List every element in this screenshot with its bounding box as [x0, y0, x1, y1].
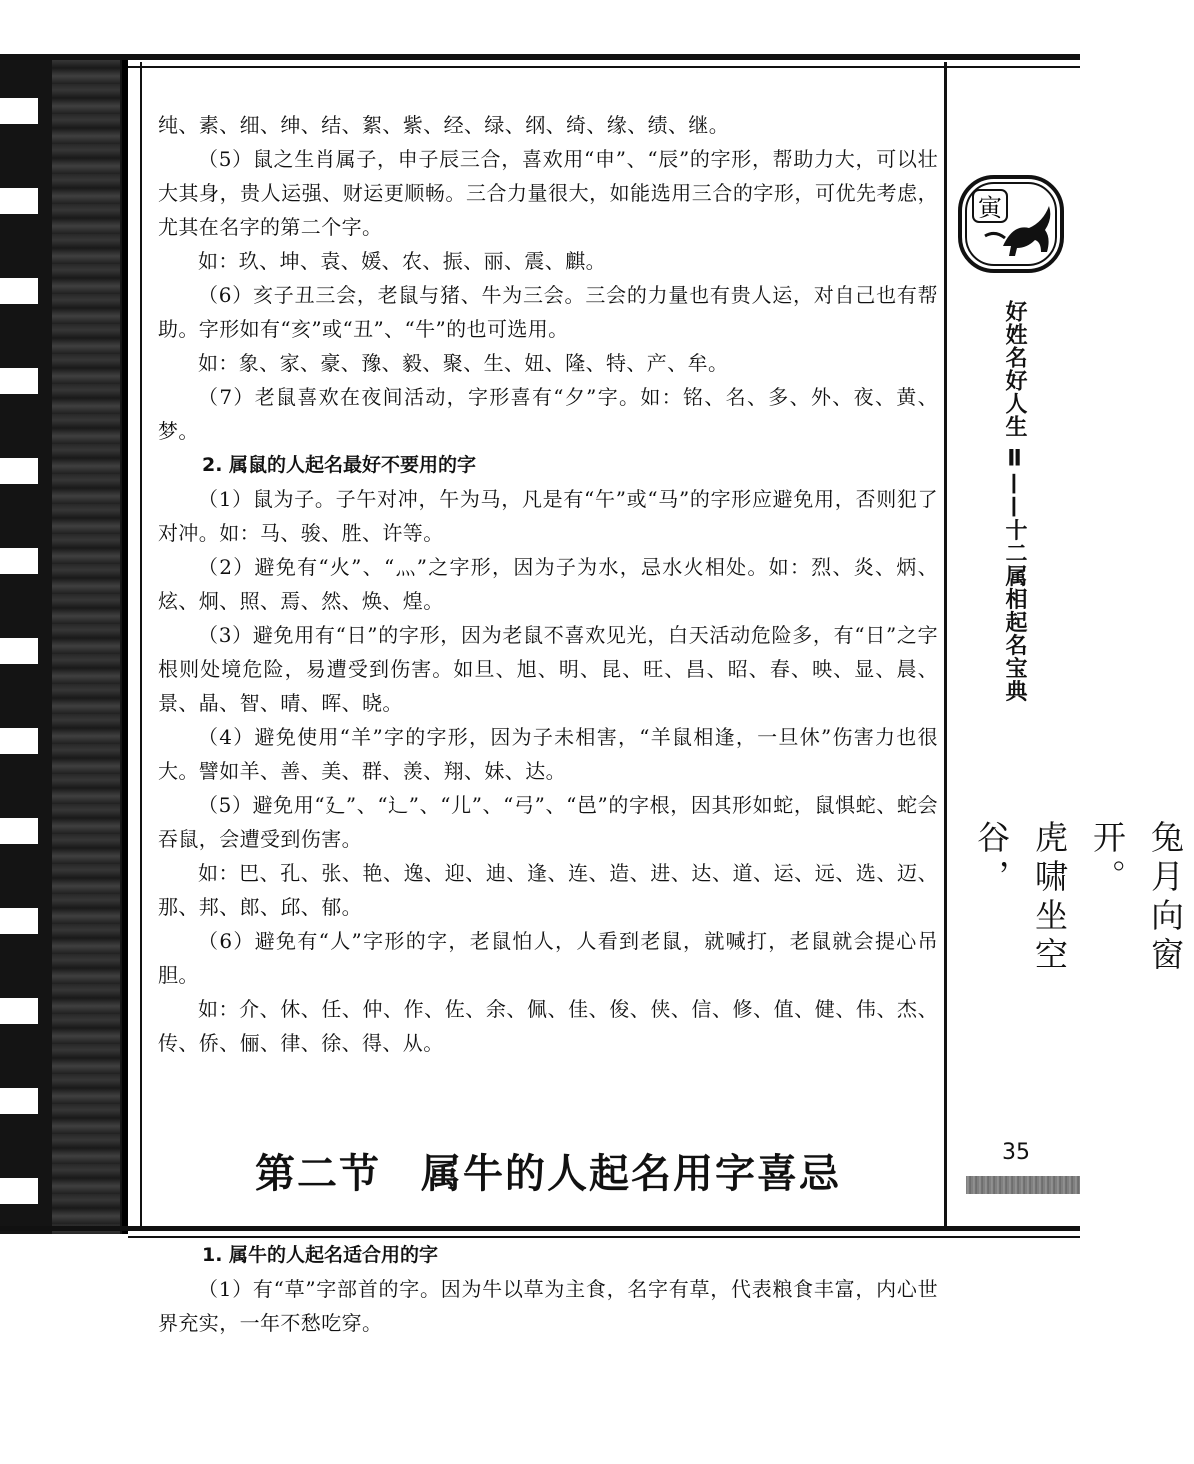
- top-rule-thin: [128, 66, 1080, 68]
- poem-line: 虎啸坐空谷，: [972, 820, 1069, 976]
- paragraph: （1）鼠为子。子午对冲，午为马，凡是有“午”或“马”的字形应避免用，否则犯了对冲。如：马、骏、胜、许等。: [158, 487, 938, 545]
- film-perforation: [0, 368, 38, 394]
- film-perforation: [0, 458, 38, 484]
- paragraph: 如：玖、坤、袁、媛、农、振、丽、震、麒。: [198, 249, 606, 273]
- film-perforation: [0, 638, 38, 664]
- paragraph: （6）亥子丑三会，老鼠与猪、牛为三会。三会的力量也有贵人运，对自己也有帮助。字形如有“亥”或“丑”、“牛”的也可选用。: [158, 283, 938, 341]
- film-perforation: [0, 278, 38, 304]
- subheading: 2. 属鼠的人起名最好不要用的字: [202, 454, 477, 476]
- film-perforation: [0, 1178, 38, 1204]
- page-number: 35: [1002, 1140, 1030, 1165]
- paragraph: （2）避免有“火”、“灬”之字形，因为子为水，忌水火相处。如：烈、炎、炳、炫、炯、照、焉、然、焕、煌。: [158, 555, 938, 613]
- bottom-rule: [0, 1226, 1080, 1231]
- paragraph: 纯、素、细、绅、结、絮、紫、经、绿、纲、绮、缘、绩、继。: [158, 113, 730, 137]
- film-strip-decoration: [0, 54, 128, 1234]
- frame-right-line: [944, 62, 947, 1226]
- tiger-emblem-icon: [955, 172, 1067, 276]
- film-perforation: [0, 998, 38, 1024]
- film-perforation: [0, 818, 38, 844]
- frame-left-line: [140, 62, 142, 1226]
- poem-line: 兔月向窗开。: [1088, 820, 1185, 976]
- paragraph: （6）避免有“人”字形的字，老鼠怕人，人看到老鼠，就喊打，老鼠就会提心吊胆。: [158, 929, 938, 987]
- main-text: [158, 108, 938, 1060]
- paragraph: （3）避免用有“日”的字形，因为老鼠不喜欢见光，白天活动危险多，有“日”之字根则处境危险，易遭受到伤害。如旦、旭、明、昆、旺、昌、昭、春、映、显、晨、景、晶、智、晴、晖、晓。: [158, 623, 938, 715]
- paragraph: （5）鼠之生肖属子，申子辰三合，喜欢用“申”、“辰”的字形，帮助力大，可以壮大其身，贵人运强、财运更顺畅。三合力量很大，如能选用三合的字形，可优先考虑，尤其在名字的第二个字。: [158, 147, 938, 239]
- paragraph: （1）有“草”字部首的字。因为牛以草为主食，名字有草，代表粮食丰富，内心世界充实，一年不愁吃穿。: [158, 1277, 938, 1335]
- film-perforation: [0, 728, 38, 754]
- poem-vertical: [962, 820, 1194, 1050]
- section-body: [158, 1238, 938, 1340]
- paragraph: （7）老鼠喜欢在夜间活动，字形喜有“夕”字。如：铭、名、多、外、夜、黄、梦。: [158, 385, 938, 443]
- film-strip-texture: [52, 54, 120, 1234]
- paragraph: （5）避免用“廴”、“辶”、“儿”、“弓”、“邑”的字根，因其形如蛇，鼠惧蛇、蛇会吞鼠，会遭受到伤害。: [158, 793, 938, 851]
- paragraph: 如：巴、孔、张、艳、逸、迎、迪、逢、连、造、进、达、道、运、远、选、迈、那、邦、郎、邱、郁。: [158, 861, 938, 919]
- film-perforation: [0, 98, 38, 124]
- paragraph: 如：介、休、任、仲、作、佐、余、佩、佳、俊、侠、信、修、值、健、伟、杰、传、侨、俪、律、徐、得、从。: [158, 997, 938, 1055]
- film-perforation: [0, 548, 38, 574]
- book-title-vertical: 好姓名好人生 Ⅱ——十二属相起名宝典: [1002, 300, 1027, 703]
- paragraph: （4）避免使用“羊”字的字形，因为子未相害，“羊鼠相逢，一旦休”伤害力也很大。譬如羊、善、美、群、羡、翔、妹、达。: [158, 725, 938, 783]
- section-number: 第二节: [255, 1151, 381, 1197]
- top-rule: [0, 54, 1080, 60]
- section-heading: [158, 1142, 938, 1199]
- paragraph: 如：象、家、豪、豫、毅、聚、生、妞、隆、特、产、牟。: [198, 351, 729, 375]
- film-perforation: [0, 1088, 38, 1114]
- subheading: 1. 属牛的人起名适合用的字: [202, 1244, 439, 1266]
- emblem-char: 寅: [978, 194, 1002, 222]
- page-number-bar: [966, 1176, 1080, 1194]
- section-title: 属牛的人起名用字喜忌: [421, 1151, 841, 1197]
- film-perforation: [0, 188, 38, 214]
- film-perforation: [0, 908, 38, 934]
